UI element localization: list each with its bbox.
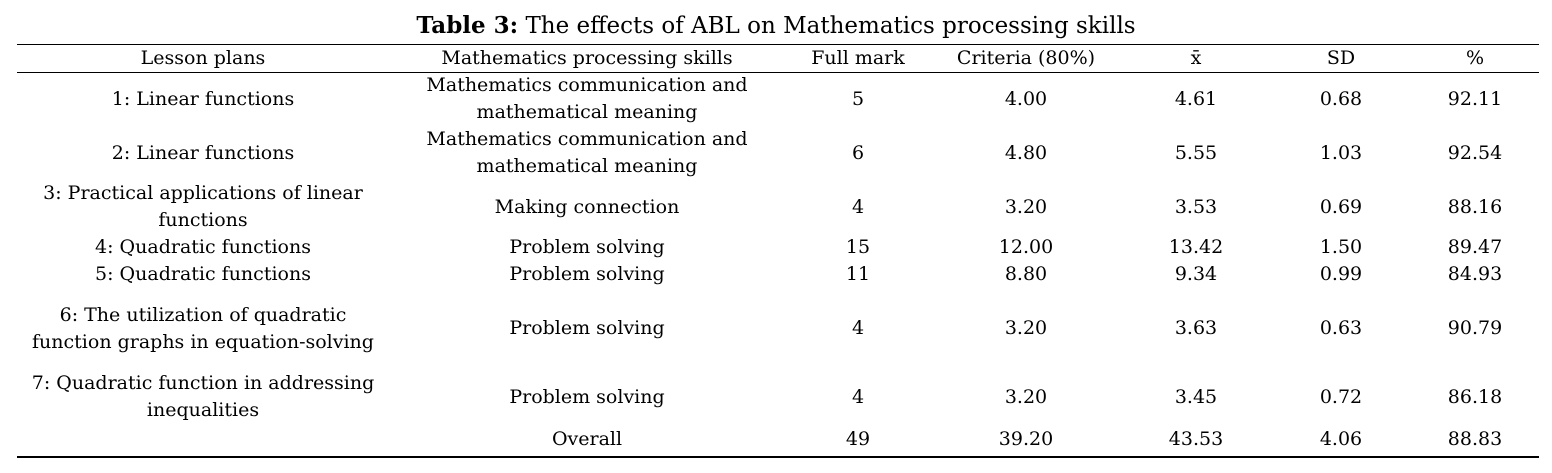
table-row — [17, 369, 1539, 425]
table-bottom-rule — [17, 456, 1539, 458]
header-processing-skills: Mathematics processing skills — [441, 47, 733, 69]
cell-criteria: 4.00 — [1004, 87, 1048, 110]
cell-criteria: 12.00 — [998, 236, 1054, 258]
table-row — [17, 180, 1539, 234]
cell-percent: 89.47 — [1447, 236, 1503, 258]
cell-lesson — [17, 425, 389, 453]
cell-sd: 0.72 — [1319, 385, 1363, 408]
cell-skill: Making connection — [494, 195, 680, 218]
cell-skill: Mathematics communication and mathematical meaning — [426, 128, 748, 177]
caption-text: The effects of ABL on Mathematics processing skills — [518, 13, 1136, 39]
cell-percent: 84.93 — [1447, 263, 1503, 285]
cell-skill: Mathematics communication and mathematical meaning — [426, 74, 748, 123]
header-lesson-plans: Lesson plans — [140, 47, 266, 69]
results-table — [17, 45, 1539, 453]
cell-skill: Problem solving — [509, 236, 665, 258]
cell-full-mark: 5 — [851, 87, 865, 110]
cell-mean: 5.55 — [1174, 141, 1218, 164]
cell-sd: 0.63 — [1319, 317, 1363, 339]
overall-row — [17, 425, 1539, 453]
cell-mean: 3.53 — [1174, 195, 1218, 218]
cell-criteria: 3.20 — [1004, 317, 1048, 339]
header-criteria: Criteria (80%) — [956, 47, 1096, 69]
header-sd: SD — [1326, 47, 1356, 69]
cell-mean: 4.61 — [1174, 87, 1218, 110]
table-row — [17, 72, 1539, 126]
cell-mean: 43.53 — [1168, 427, 1224, 450]
cell-criteria: 4.80 — [1004, 141, 1048, 164]
caption-label: Table 3: — [416, 12, 519, 39]
table-row — [17, 288, 1539, 369]
header-percent: % — [1465, 47, 1485, 69]
cell-percent: 88.83 — [1447, 427, 1503, 450]
cell-sd: 4.06 — [1319, 427, 1363, 450]
cell-criteria: 39.20 — [998, 427, 1054, 450]
cell-percent: 86.18 — [1447, 385, 1503, 408]
cell-full-mark: 49 — [845, 427, 871, 450]
cell-full-mark: 11 — [845, 263, 871, 285]
cell-criteria: 3.20 — [1004, 195, 1048, 218]
cell-sd: 0.99 — [1319, 263, 1363, 285]
cell-sd: 0.68 — [1319, 87, 1363, 110]
table-row — [17, 261, 1539, 288]
cell-full-mark: 4 — [851, 195, 865, 218]
table-header-row — [17, 45, 1539, 72]
cell-mean: 3.45 — [1174, 385, 1218, 408]
cell-criteria: 3.20 — [1004, 385, 1048, 408]
cell-full-mark: 6 — [851, 141, 865, 164]
cell-percent: 88.16 — [1447, 195, 1503, 218]
cell-mean: 3.63 — [1174, 317, 1218, 339]
cell-full-mark: 4 — [851, 317, 865, 339]
cell-lesson: 2: Linear functions — [111, 141, 295, 164]
cell-lesson: 7: Quadratic function in addressing inequalities — [31, 372, 375, 421]
table-row — [17, 126, 1539, 180]
header-mean: x̄ — [1190, 47, 1202, 69]
table-row — [17, 234, 1539, 261]
cell-sd: 0.69 — [1319, 195, 1363, 218]
table-caption — [0, 12, 1552, 40]
cell-percent: 92.54 — [1447, 141, 1503, 164]
cell-skill: Problem solving — [509, 385, 665, 408]
cell-lesson: 5: Quadratic functions — [95, 263, 311, 285]
cell-lesson: 3: Practical applications of linear functions — [43, 182, 363, 231]
cell-skill: Problem solving — [509, 317, 665, 339]
cell-full-mark: 4 — [851, 385, 865, 408]
cell-percent: 90.79 — [1447, 317, 1503, 339]
cell-sd: 1.03 — [1319, 141, 1363, 164]
cell-lesson: 4: Quadratic functions — [95, 236, 311, 258]
cell-skill: Problem solving — [509, 263, 665, 285]
cell-mean: 13.42 — [1168, 236, 1224, 258]
cell-full-mark: 15 — [845, 236, 871, 258]
cell-percent: 92.11 — [1447, 87, 1503, 110]
cell-lesson: 6: The utilization of quadratic function graphs in equation-solving — [32, 303, 374, 353]
cell-lesson: 1: Linear functions — [111, 87, 295, 110]
cell-mean: 9.34 — [1174, 263, 1218, 285]
cell-overall-label: Overall — [551, 427, 623, 450]
cell-sd: 1.50 — [1319, 236, 1363, 258]
header-full-mark: Full mark — [811, 47, 905, 69]
cell-criteria: 8.80 — [1004, 263, 1048, 285]
